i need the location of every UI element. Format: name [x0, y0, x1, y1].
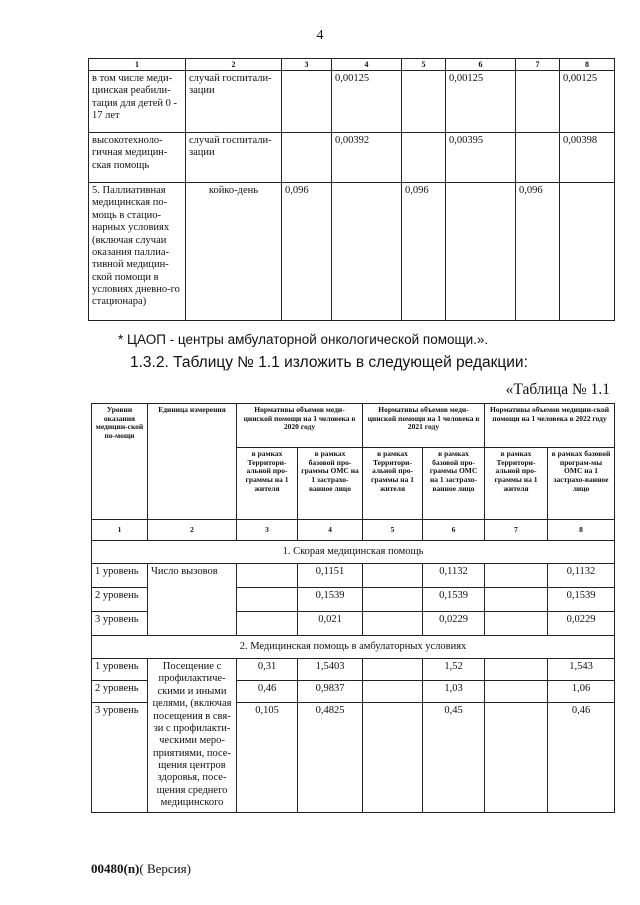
cell: 1,52 — [423, 659, 485, 681]
row-label: в том числе меди-цинская реабили-тация для детей 0 - 17 лет — [89, 71, 186, 133]
cell — [282, 71, 332, 133]
subheader-oms-2021: в рамках базовой про-граммы ОМС на 1 застрахо-ванное лицо — [423, 448, 485, 520]
cell: 0,105 — [237, 703, 298, 812]
section-row — [92, 636, 615, 659]
row-level: 1 уровень — [92, 659, 148, 681]
col-number: 4 — [332, 59, 402, 71]
subheader-terr-2021: в рамках Территори-альной про-граммы на 1 жителя — [363, 448, 423, 520]
table-row — [92, 659, 615, 681]
cell: 1,543 — [548, 659, 615, 681]
cell — [363, 681, 423, 703]
header-2022: Нормативы объемов медицин-ской помощи на 1 человека в 2022 году — [485, 404, 615, 448]
table-row — [89, 183, 615, 321]
cell — [332, 183, 402, 321]
cell — [446, 183, 516, 321]
cell — [485, 659, 548, 681]
cell — [363, 703, 423, 812]
cell — [485, 612, 548, 636]
table-row — [89, 133, 615, 183]
header-2020: Нормативы объемов меди-цинской помощи на 1 человека в 2020 году — [237, 404, 363, 448]
row-unit: случай госпитали-зации — [186, 133, 282, 183]
row-level: 3 уровень — [92, 612, 148, 636]
row-unit: случай госпитали-зации — [186, 71, 282, 133]
cell — [282, 133, 332, 183]
subheader-oms-2022: в рамках базовой програм-мы ОМС на 1 застрахо-ванное лицо — [548, 448, 615, 520]
col-number: 4 — [298, 520, 363, 541]
cell — [363, 588, 423, 612]
subheader-terr-2020: в рамках Территори-альной про-граммы на 1 жителя — [237, 448, 298, 520]
cell: 0,4825 — [298, 703, 363, 812]
cell: 0,1539 — [548, 588, 615, 612]
col-number: 8 — [560, 59, 615, 71]
col-number: 6 — [423, 520, 485, 541]
section-title: 1. Скорая медицинская помощь — [92, 541, 615, 564]
cell: 0,00125 — [446, 71, 516, 133]
document-code: 00480(n) — [91, 861, 140, 876]
subheader-terr-2022: в рамках Территори-альной про-граммы на 1 жителя — [485, 448, 548, 520]
cell: 0,1132 — [548, 564, 615, 588]
cell: 0,46 — [237, 681, 298, 703]
cell — [485, 564, 548, 588]
table-row — [92, 564, 615, 588]
row-level: 2 уровень — [92, 681, 148, 703]
col-number: 7 — [516, 59, 560, 71]
document-footer — [91, 861, 191, 877]
cell: 1,5403 — [298, 659, 363, 681]
cell: 0,1132 — [423, 564, 485, 588]
cell: 0,1539 — [423, 588, 485, 612]
page-number: 4 — [316, 28, 324, 43]
row-level: 3 уровень — [92, 703, 148, 812]
cell: 1,03 — [423, 681, 485, 703]
cell — [516, 71, 560, 133]
table-row — [89, 71, 615, 133]
document-version: ( Версия) — [139, 861, 191, 876]
col-number: 5 — [402, 59, 446, 71]
cell — [402, 133, 446, 183]
cell: 0,9837 — [298, 681, 363, 703]
cell: 0,31 — [237, 659, 298, 681]
cell: 0,00125 — [560, 71, 615, 133]
row-unit: койко-день — [186, 183, 282, 321]
cell — [402, 71, 446, 133]
cell — [363, 659, 423, 681]
cell: 1,06 — [548, 681, 615, 703]
col-number: 8 — [548, 520, 615, 541]
col-number: 3 — [282, 59, 332, 71]
col-number: 3 — [237, 520, 298, 541]
cell — [560, 183, 615, 321]
row-unit: Число вызовов — [148, 564, 237, 636]
amendment-paragraph: 1.3.2. Таблицу № 1.1 изложить в следующей редакции: — [130, 354, 528, 371]
cell — [237, 612, 298, 636]
cell: 0,1151 — [298, 564, 363, 588]
section-row — [92, 541, 615, 564]
col-number: 5 — [363, 520, 423, 541]
col-number: 1 — [92, 520, 148, 541]
table-continuation — [88, 58, 615, 321]
col-number: 1 — [89, 59, 186, 71]
col-number: 6 — [446, 59, 516, 71]
cell — [237, 588, 298, 612]
cell — [363, 612, 423, 636]
col-number: 7 — [485, 520, 548, 541]
column-number-row — [92, 520, 615, 541]
header-level: Уровни оказания медицин-ской по-мощи — [92, 404, 148, 520]
table-1-1 — [91, 403, 615, 813]
cell — [485, 588, 548, 612]
row-level: 1 уровень — [92, 564, 148, 588]
col-number: 2 — [148, 520, 237, 541]
subheader-oms-2020: в рамках базовой про-граммы ОМС на 1 застрахо-ванное лицо — [298, 448, 363, 520]
col-number: 2 — [186, 59, 282, 71]
cell: 0,00395 — [446, 133, 516, 183]
header-unit: Единица измерения — [148, 404, 237, 520]
cell: 0,1539 — [298, 588, 363, 612]
row-label: 5. Паллиативная медицинская по-мощь в стацио-нарных условиях (включая случаи оказания паллиа-тивной медицин-ской помощи в условиях дневно-го стационара) — [89, 183, 186, 321]
header-row — [92, 404, 615, 448]
cell: 0,45 — [423, 703, 485, 812]
column-number-row — [89, 59, 615, 71]
cell — [237, 564, 298, 588]
row-level: 2 уровень — [92, 588, 148, 612]
section-title: 2. Медицинская помощь в амбулаторных условиях — [92, 636, 615, 659]
cell: 0,00398 — [560, 133, 615, 183]
cell: 0,096 — [402, 183, 446, 321]
cell: 0,096 — [516, 183, 560, 321]
row-label: высокотехноло-гичная медицин-ская помощь — [89, 133, 186, 183]
cell — [363, 564, 423, 588]
cell: 0,096 — [282, 183, 332, 321]
cell — [516, 133, 560, 183]
cell — [485, 703, 548, 812]
cell — [485, 681, 548, 703]
cell: 0,0229 — [423, 612, 485, 636]
header-2021: Нормативы объемов меди-цинской помощи на 1 человека в 2021 году — [363, 404, 485, 448]
row-unit: Посещение с профилактиче-скими и иными целями, (включая посещения в свя-зи с профилакти-ческими меро-приятиями, посе-щения центров здоровья, посе-щения среднего медицинского — [148, 659, 237, 813]
cell: 0,46 — [548, 703, 615, 812]
cell: 0,00392 — [332, 133, 402, 183]
cell: 0,00125 — [332, 71, 402, 133]
cell: 0,0229 — [548, 612, 615, 636]
footnote: * ЦАОП - центры амбулаторной онкологической помощи.». — [118, 332, 489, 347]
cell: 0,021 — [298, 612, 363, 636]
table-caption: «Таблица № 1.1 — [505, 381, 610, 398]
